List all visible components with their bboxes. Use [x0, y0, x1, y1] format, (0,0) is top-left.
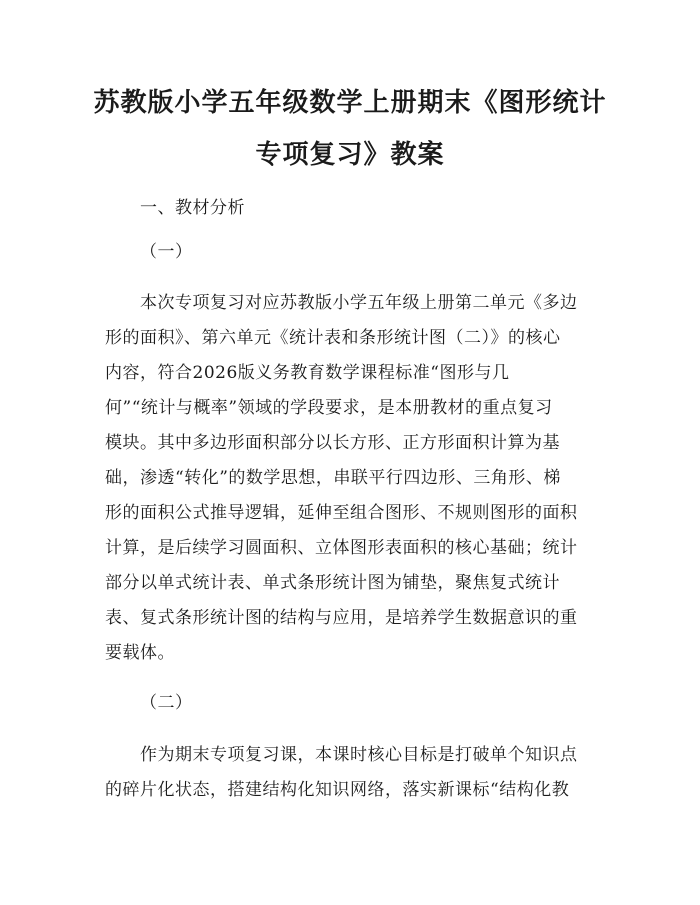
paragraph-line: 的碎片化状态，搭建结构化知识网络，落实新课标“结构化教: [105, 780, 570, 800]
paragraph-line: 作为期末专项复习课，本课时核心目标是打破单个知识点: [140, 745, 578, 765]
paragraph-line: 内容，符合2026版义务教育数学课程标准“图形与几: [105, 363, 510, 383]
paragraph-line: 计算，是后续学习圆面积、立体图形表面积的核心基础；统计: [105, 538, 578, 558]
paragraph-line: 本次专项复习对应苏教版小学五年级上册第二单元《多边: [140, 293, 578, 313]
paragraph-line: 形的面积公式推导逻辑，延伸至组合图形、不规则图形的面积: [105, 503, 578, 523]
document-title-line-1: 苏教版小学五年级数学上册期末《图形统计: [93, 88, 607, 118]
section-heading-teaching-material-analysis: 一、教材分析: [140, 198, 245, 218]
paragraph-line: 部分以单式统计表、单式条形统计图为铺垫，聚焦复式统计: [105, 573, 560, 593]
document-title-line-2: 专项复习》教案: [255, 140, 445, 170]
paragraph-line: 要载体。: [105, 643, 175, 663]
paragraph-line: 础，渗透“转化”的数学思想，串联平行四边形、三角形、梯: [105, 468, 561, 488]
paragraph-line: 模块。其中多边形面积部分以长方形、正方形面积计算为基: [105, 433, 560, 453]
paragraph-line: 形的面积》、第六单元《统计表和条形统计图（二）》的核心: [105, 328, 561, 348]
subsection-heading-1: （一）: [140, 242, 193, 262]
paragraph-line: 何”“统计与概率”领域的学段要求，是本册教材的重点复习: [105, 398, 553, 418]
paragraph-line: 表、复式条形统计图的结构与应用，是培养学生数据意识的重: [105, 608, 578, 628]
subsection-heading-2: （二）: [140, 693, 193, 713]
